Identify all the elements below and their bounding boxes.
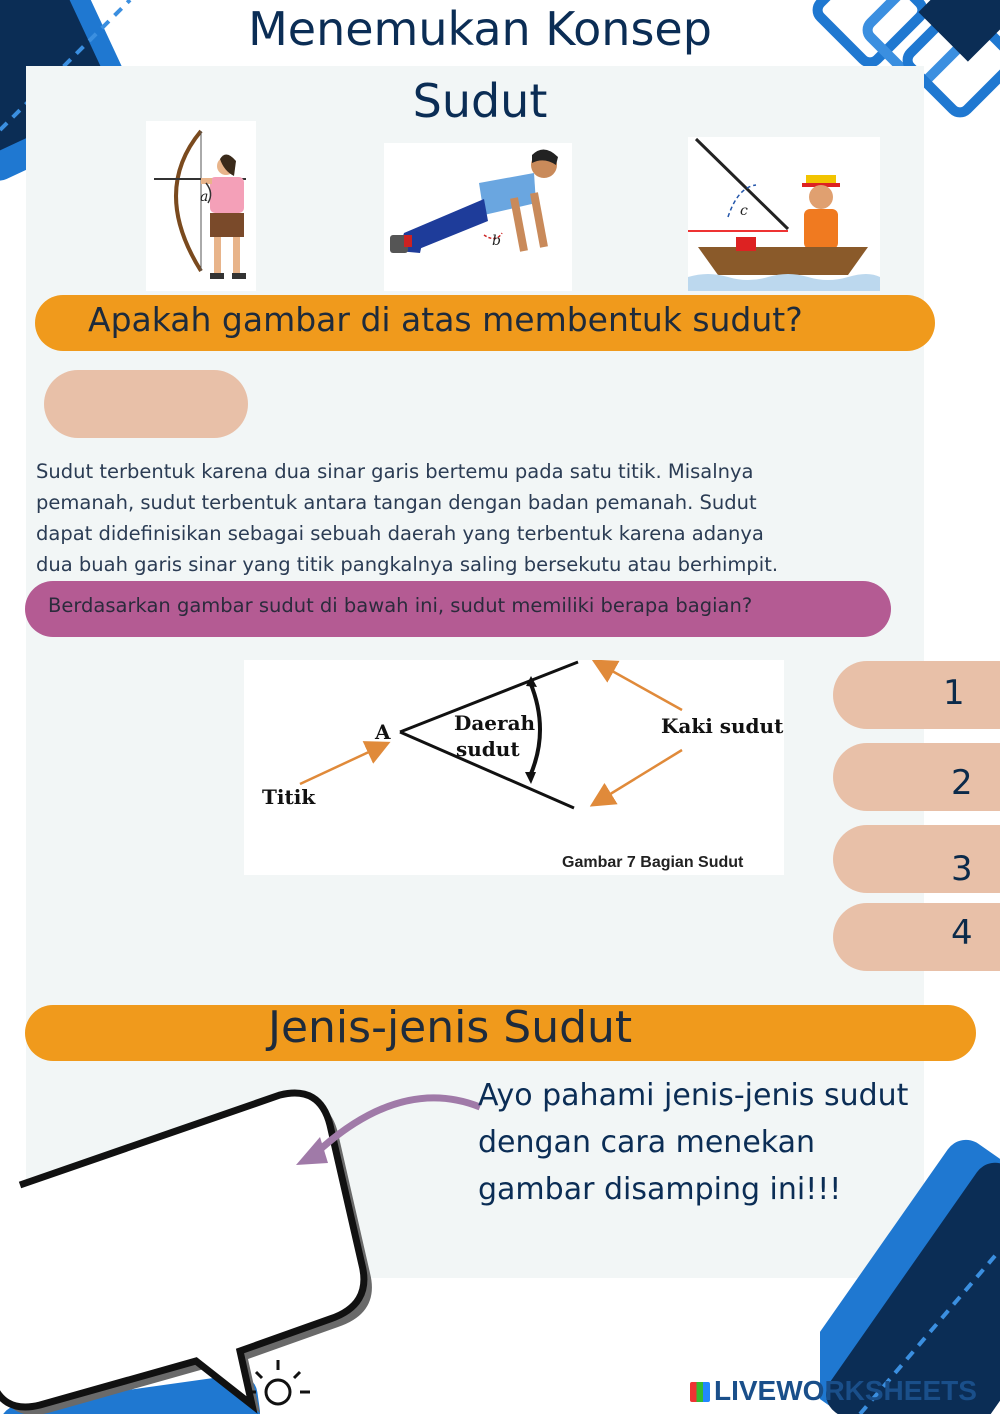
instruction-line: Ayo pahami jenis-jenis sudut xyxy=(478,1078,909,1113)
question2-text: Berdasarkan gambar sudut di bawah ini, sudut memiliki berapa bagian? xyxy=(48,594,753,617)
region-label-line2: sudut xyxy=(456,737,520,761)
instruction-text xyxy=(478,1072,948,1213)
leg-label: Kaki sudut xyxy=(661,714,784,738)
pushup-image[interactable] xyxy=(384,143,572,291)
archer-illustration xyxy=(146,121,256,291)
diagram-caption: Gambar 7 Bagian Sudut xyxy=(562,854,744,871)
option-label: 4 xyxy=(951,913,973,953)
pushup-illustration xyxy=(384,143,572,291)
archer-angle-label: a xyxy=(200,189,209,205)
lightbulb-icon xyxy=(244,1352,320,1414)
watermark-text: LIVEWORKSHEETS xyxy=(714,1375,977,1406)
liveworksheets-watermark xyxy=(690,1375,977,1407)
instruction-line: gambar disamping ini!!! xyxy=(478,1172,842,1207)
option-4[interactable] xyxy=(833,903,1000,971)
vertex-label: A xyxy=(375,720,391,744)
instruction-line: dengan cara menekan xyxy=(478,1125,816,1160)
point-label: Titik xyxy=(262,785,316,809)
option-1[interactable] xyxy=(833,661,1000,729)
liveworksheets-logo-icon xyxy=(690,1382,710,1402)
angle-parts-diagram xyxy=(244,660,784,875)
section-title: Jenis-jenis Sudut xyxy=(268,1002,633,1053)
leg-arrow-lower xyxy=(594,750,682,804)
option-3[interactable] xyxy=(833,825,1000,893)
option-label: 1 xyxy=(943,673,965,713)
region-label-line1: Daerah xyxy=(454,711,536,735)
page-title-line2: Sudut xyxy=(412,74,548,128)
question1-answer-box[interactable] xyxy=(44,370,248,438)
fishing-angle-label: c xyxy=(740,203,748,219)
leg-arrow-upper xyxy=(596,662,682,710)
definition-line: pemanah, sudut terbentuk antara tangan dengan badan pemanah. Sudut xyxy=(36,491,757,514)
option-label: 2 xyxy=(951,763,973,803)
angle-diagram-svg xyxy=(244,660,784,875)
pushup-angle-label: b xyxy=(492,233,501,249)
definition-line: dua buah garis sinar yang titik pangkalnya saling bersekutu atau berhimpit. xyxy=(36,553,779,576)
curved-arrow xyxy=(290,1085,490,1175)
definition-line: dapat didefinisikan sebagai sebuah daerah yang terbentuk karena adanya xyxy=(36,522,764,545)
archer-image[interactable] xyxy=(146,121,256,291)
fishing-image[interactable] xyxy=(688,137,880,291)
definition-line: Sudut terbentuk karena dua sinar garis bertemu pada satu titik. Misalnya xyxy=(36,460,754,483)
definition-paragraph xyxy=(36,456,906,580)
option-2[interactable] xyxy=(833,743,1000,811)
fishing-illustration xyxy=(688,137,880,291)
question1-text: Apakah gambar di atas membentuk sudut? xyxy=(88,300,803,339)
option-label: 3 xyxy=(951,849,973,889)
page-title-line1: Menemukan Konsep xyxy=(248,2,712,56)
point-arrow xyxy=(300,744,386,784)
